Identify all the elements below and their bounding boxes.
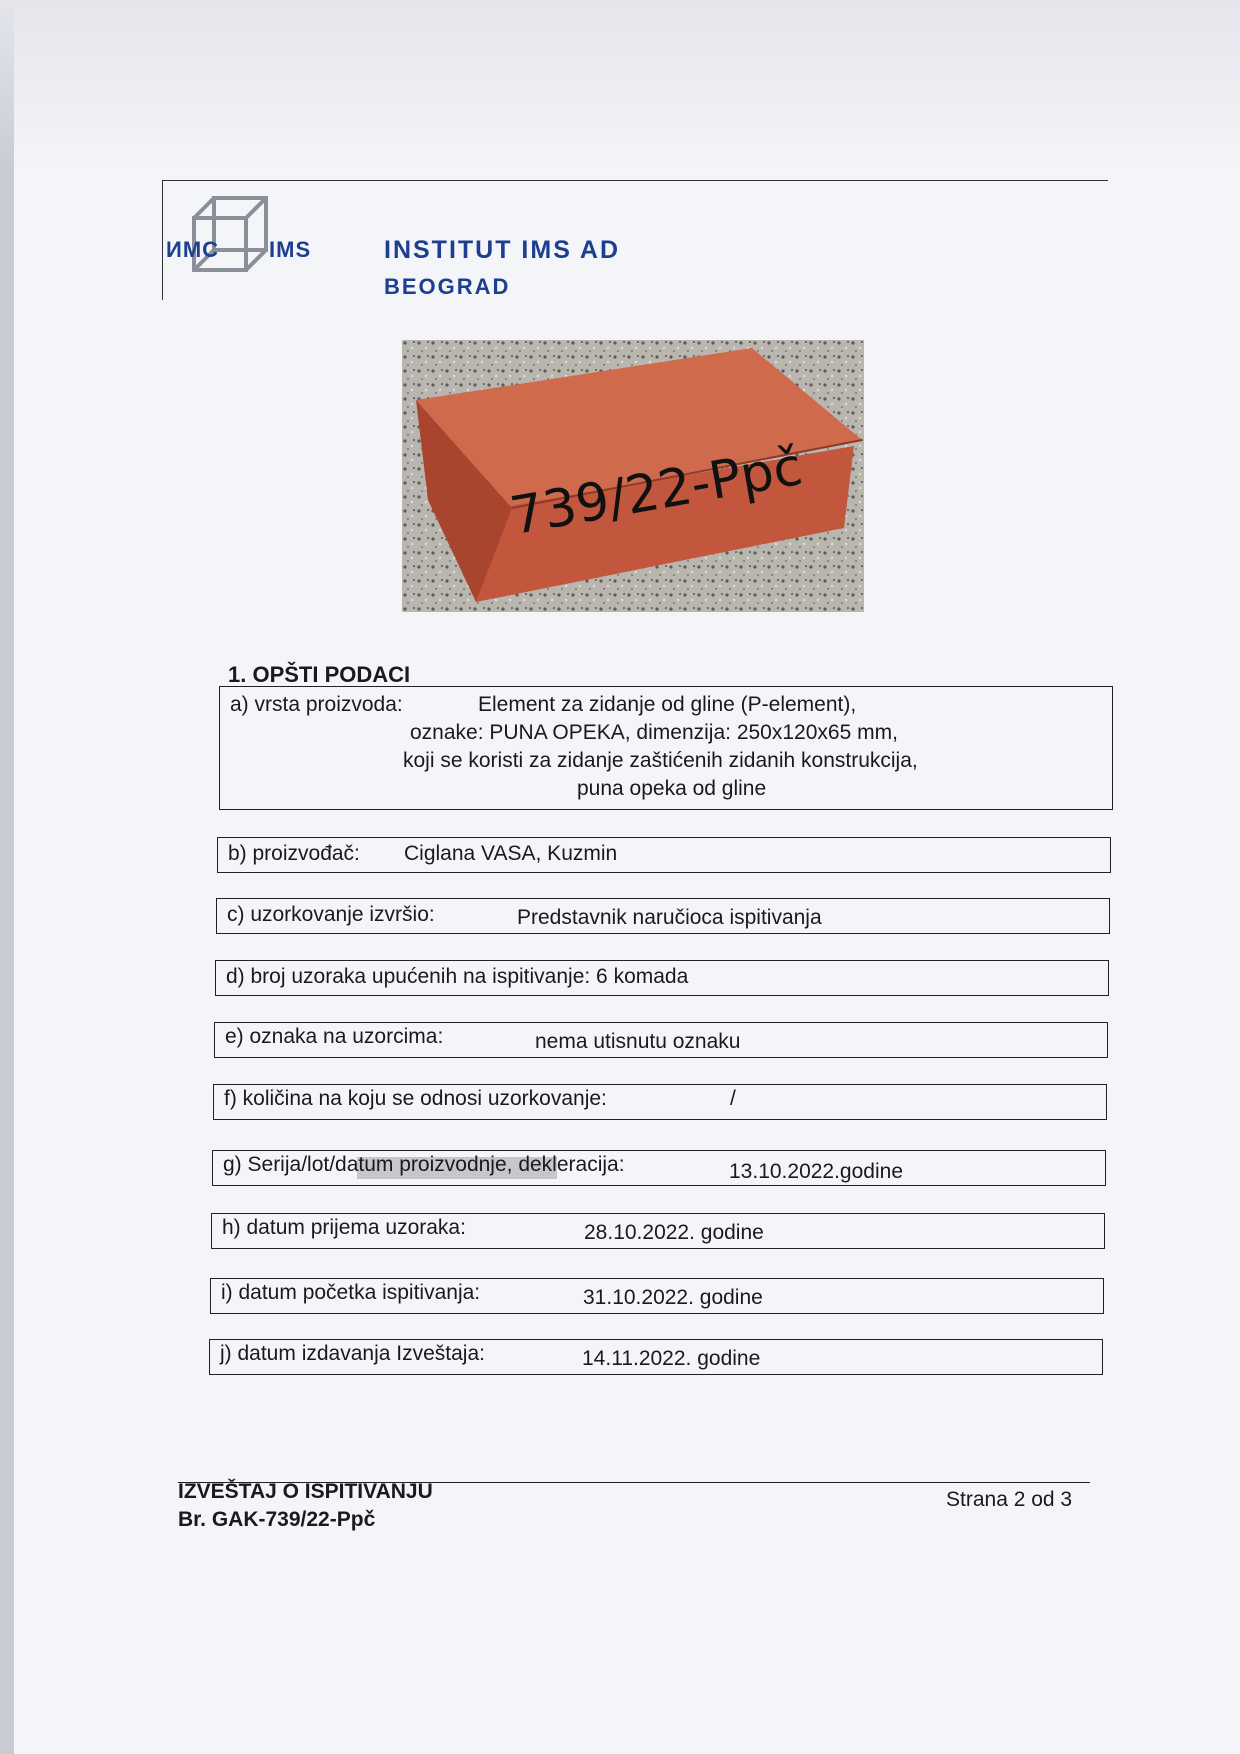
logo-text-latin: IMS xyxy=(269,237,312,262)
institute-name: INSTITUT IMS AD xyxy=(384,236,621,264)
field-manufacturer xyxy=(217,837,1111,873)
field-product-type xyxy=(219,686,1113,810)
field-label: f) količina na koju se odnosi uzorkovanje: xyxy=(224,1087,607,1110)
field-value: 31.10.2022. godine xyxy=(583,1286,763,1309)
field-label: d) broj uzoraka upućenih na ispitivanje: 6 komada xyxy=(226,965,689,988)
field-label: h) datum prijema uzoraka: xyxy=(222,1216,466,1239)
field-label: a) vrsta proizvoda: xyxy=(230,693,403,716)
field-value-line: oznake: PUNA OPEKA, dimenzija: 250x120x65 mm, xyxy=(410,721,898,744)
field-value: 28.10.2022. godine xyxy=(584,1221,764,1244)
page-edge-shadow xyxy=(0,0,1240,170)
field-value: 13.10.2022.godine xyxy=(729,1160,903,1183)
field-value: 14.11.2022. godine xyxy=(582,1347,761,1370)
field-value: Ciglana VASA, Kuzmin xyxy=(404,842,618,865)
field-value: nema utisnutu oznaku xyxy=(535,1030,741,1053)
field-value: Predstavnik naručioca ispitivanja xyxy=(517,906,822,929)
header-rule xyxy=(162,180,1108,181)
field-value-line: koji se koristi za zidanje zaštićenih zidanih konstrukcija, xyxy=(403,749,918,772)
field-label: c) uzorkovanje izvršio: xyxy=(227,903,435,926)
field-label: b) proizvođač: xyxy=(228,842,360,865)
field-test-start-date xyxy=(210,1278,1104,1314)
report-number: Br. GAK-739/22-Ppč xyxy=(178,1508,376,1531)
field-report-issue-date xyxy=(209,1339,1103,1375)
field-sampled-by xyxy=(216,898,1110,934)
field-sample-count xyxy=(215,960,1109,996)
field-value-line: Element za zidanje od gline (P-element), xyxy=(478,693,857,716)
report-title: IZVEŠTAJ O ISPITIVANJU xyxy=(178,1480,433,1503)
institute-city: BEOGRAD xyxy=(384,274,511,299)
field-production-lot xyxy=(212,1150,1106,1186)
field-label: i) datum početka ispitivanja: xyxy=(221,1281,481,1304)
section-title: 1. OPŠTI PODACI xyxy=(228,662,411,687)
field-label: g) Serija/lot/datum proizvodnje, dekleracija: xyxy=(223,1153,625,1176)
sample-photo xyxy=(402,340,864,612)
sample-mark-text: 739/22-Ppč xyxy=(506,436,807,548)
page-number: Strana 2 od 3 xyxy=(946,1488,1073,1511)
field-sample-marking xyxy=(214,1022,1108,1058)
institute-logo xyxy=(162,192,322,302)
field-receipt-date xyxy=(211,1213,1105,1249)
field-value-line: puna opeka od gline xyxy=(577,777,767,800)
field-label: e) oznaka na uzorcima: xyxy=(225,1025,444,1048)
logo-text-cyrillic: ИМС xyxy=(166,237,220,262)
field-value: / xyxy=(730,1087,736,1110)
field-sampling-quantity xyxy=(213,1084,1107,1120)
report-footer xyxy=(178,1478,433,1534)
field-label: j) datum izdavanja Izveštaja: xyxy=(220,1342,485,1365)
